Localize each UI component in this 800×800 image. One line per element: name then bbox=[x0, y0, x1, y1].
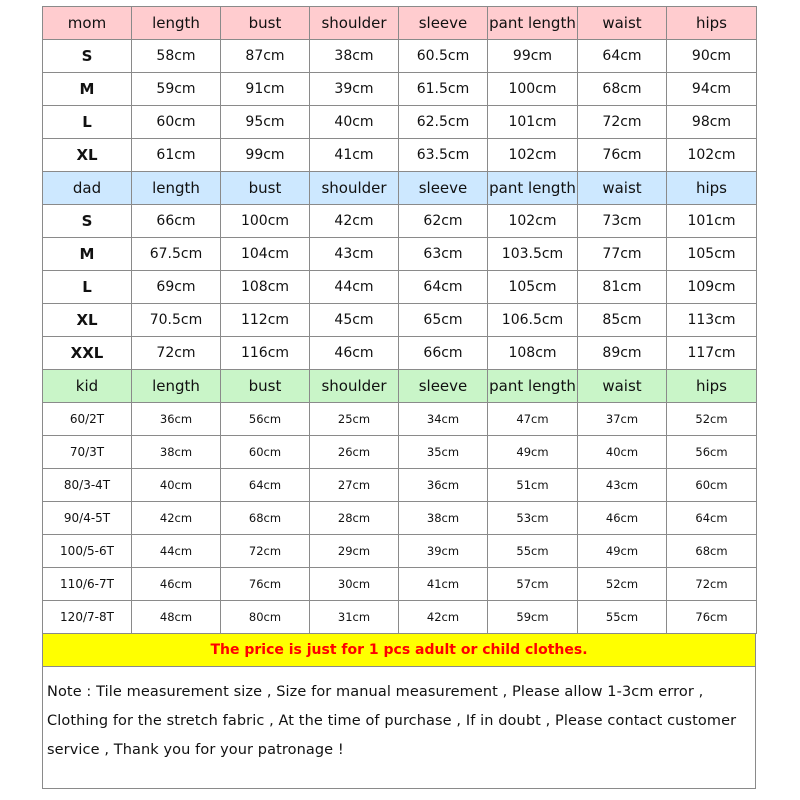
note-box bbox=[42, 667, 756, 789]
measurement-cell: 89cm bbox=[578, 337, 667, 370]
mom-header-row bbox=[43, 7, 757, 40]
measurement-cell: 55cm bbox=[488, 535, 578, 568]
measurement-cell: 51cm bbox=[488, 469, 578, 502]
measurement-cell: 38cm bbox=[399, 502, 488, 535]
size-label: L bbox=[43, 106, 132, 139]
dad-size-row bbox=[43, 205, 757, 238]
measurement-cell: 81cm bbox=[578, 271, 667, 304]
measurement-cell: 39cm bbox=[399, 535, 488, 568]
column-header: sleeve bbox=[399, 370, 488, 403]
measurement-cell: 91cm bbox=[221, 73, 310, 106]
measurement-cell: 53cm bbox=[488, 502, 578, 535]
measurement-cell: 76cm bbox=[667, 601, 757, 634]
dad-header-row bbox=[43, 172, 757, 205]
column-header: length bbox=[132, 172, 221, 205]
measurement-cell: 60cm bbox=[221, 436, 310, 469]
measurement-cell: 108cm bbox=[488, 337, 578, 370]
measurement-cell: 64cm bbox=[399, 271, 488, 304]
dad-size-row bbox=[43, 271, 757, 304]
measurement-cell: 26cm bbox=[310, 436, 399, 469]
measurement-cell: 25cm bbox=[310, 403, 399, 436]
dad-section-label: dad bbox=[43, 172, 132, 205]
measurement-cell: 100cm bbox=[221, 205, 310, 238]
measurement-cell: 56cm bbox=[667, 436, 757, 469]
measurement-cell: 28cm bbox=[310, 502, 399, 535]
price-banner bbox=[42, 634, 756, 667]
measurement-cell: 76cm bbox=[578, 139, 667, 172]
measurement-cell: 46cm bbox=[132, 568, 221, 601]
measurement-cell: 42cm bbox=[132, 502, 221, 535]
kid-size-row bbox=[43, 535, 757, 568]
measurement-cell: 105cm bbox=[488, 271, 578, 304]
measurement-cell: 68cm bbox=[667, 535, 757, 568]
measurement-cell: 57cm bbox=[488, 568, 578, 601]
column-header: sleeve bbox=[399, 172, 488, 205]
measurement-cell: 72cm bbox=[667, 568, 757, 601]
size-chart bbox=[42, 6, 756, 789]
size-label: S bbox=[43, 40, 132, 73]
measurement-cell: 41cm bbox=[310, 139, 399, 172]
measurement-cell: 34cm bbox=[399, 403, 488, 436]
mom-size-row bbox=[43, 40, 757, 73]
measurement-cell: 42cm bbox=[399, 601, 488, 634]
note-line: Clothing for the stretch fabric , At the time of purchase , If in doubt , Please contact customer bbox=[47, 713, 737, 729]
measurement-cell: 52cm bbox=[667, 403, 757, 436]
measurement-cell: 66cm bbox=[399, 337, 488, 370]
measurement-cell: 113cm bbox=[667, 304, 757, 337]
price-banner-text: The price is just for 1 pcs adult or child clothes. bbox=[210, 642, 588, 658]
column-header: length bbox=[132, 7, 221, 40]
size-label: 60/2T bbox=[43, 403, 132, 436]
column-header: hips bbox=[667, 370, 757, 403]
measurement-cell: 63.5cm bbox=[399, 139, 488, 172]
measurement-cell: 43cm bbox=[310, 238, 399, 271]
size-label: 70/3T bbox=[43, 436, 132, 469]
size-label: S bbox=[43, 205, 132, 238]
measurement-cell: 64cm bbox=[221, 469, 310, 502]
measurement-cell: 73cm bbox=[578, 205, 667, 238]
measurement-cell: 38cm bbox=[310, 40, 399, 73]
measurement-cell: 36cm bbox=[399, 469, 488, 502]
measurement-cell: 35cm bbox=[399, 436, 488, 469]
measurement-cell: 55cm bbox=[578, 601, 667, 634]
measurement-cell: 102cm bbox=[488, 205, 578, 238]
measurement-cell: 105cm bbox=[667, 238, 757, 271]
measurement-cell: 40cm bbox=[578, 436, 667, 469]
measurement-cell: 112cm bbox=[221, 304, 310, 337]
measurement-cell: 64cm bbox=[667, 502, 757, 535]
measurement-cell: 41cm bbox=[399, 568, 488, 601]
measurement-cell: 46cm bbox=[310, 337, 399, 370]
measurement-cell: 31cm bbox=[310, 601, 399, 634]
measurement-cell: 72cm bbox=[221, 535, 310, 568]
measurement-cell: 102cm bbox=[667, 139, 757, 172]
measurement-cell: 60cm bbox=[132, 106, 221, 139]
column-header: hips bbox=[667, 7, 757, 40]
measurement-cell: 63cm bbox=[399, 238, 488, 271]
measurement-cell: 60.5cm bbox=[399, 40, 488, 73]
column-header: shoulder bbox=[310, 7, 399, 40]
size-label: 110/6-7T bbox=[43, 568, 132, 601]
column-header: waist bbox=[578, 370, 667, 403]
size-label: 90/4-5T bbox=[43, 502, 132, 535]
measurement-cell: 39cm bbox=[310, 73, 399, 106]
column-header: bust bbox=[221, 172, 310, 205]
measurement-cell: 58cm bbox=[132, 40, 221, 73]
measurement-cell: 30cm bbox=[310, 568, 399, 601]
measurement-cell: 49cm bbox=[578, 535, 667, 568]
measurement-cell: 67.5cm bbox=[132, 238, 221, 271]
measurement-cell: 98cm bbox=[667, 106, 757, 139]
measurement-cell: 27cm bbox=[310, 469, 399, 502]
size-table-body bbox=[43, 7, 757, 634]
column-header: waist bbox=[578, 172, 667, 205]
measurement-cell: 94cm bbox=[667, 73, 757, 106]
measurement-cell: 42cm bbox=[310, 205, 399, 238]
measurement-cell: 37cm bbox=[578, 403, 667, 436]
measurement-cell: 104cm bbox=[221, 238, 310, 271]
column-header: shoulder bbox=[310, 370, 399, 403]
measurement-cell: 44cm bbox=[132, 535, 221, 568]
kid-size-row bbox=[43, 568, 757, 601]
measurement-cell: 40cm bbox=[310, 106, 399, 139]
measurement-cell: 85cm bbox=[578, 304, 667, 337]
size-label: XL bbox=[43, 139, 132, 172]
kid-section-label: kid bbox=[43, 370, 132, 403]
kid-size-row bbox=[43, 502, 757, 535]
measurement-cell: 43cm bbox=[578, 469, 667, 502]
size-label: XXL bbox=[43, 337, 132, 370]
measurement-cell: 66cm bbox=[132, 205, 221, 238]
mom-size-row bbox=[43, 73, 757, 106]
measurement-cell: 69cm bbox=[132, 271, 221, 304]
column-header: length bbox=[132, 370, 221, 403]
kid-header-row bbox=[43, 370, 757, 403]
measurement-cell: 65cm bbox=[399, 304, 488, 337]
size-label: M bbox=[43, 238, 132, 271]
measurement-cell: 99cm bbox=[221, 139, 310, 172]
column-header: bust bbox=[221, 7, 310, 40]
measurement-cell: 64cm bbox=[578, 40, 667, 73]
column-header: waist bbox=[578, 7, 667, 40]
measurement-cell: 103.5cm bbox=[488, 238, 578, 271]
measurement-cell: 117cm bbox=[667, 337, 757, 370]
dad-size-row bbox=[43, 238, 757, 271]
measurement-cell: 106.5cm bbox=[488, 304, 578, 337]
measurement-cell: 60cm bbox=[667, 469, 757, 502]
measurement-cell: 77cm bbox=[578, 238, 667, 271]
column-header: pant length bbox=[488, 7, 578, 40]
note-line: service , Thank you for your patronage ! bbox=[47, 742, 344, 758]
measurement-cell: 36cm bbox=[132, 403, 221, 436]
measurement-cell: 70.5cm bbox=[132, 304, 221, 337]
measurement-cell: 101cm bbox=[488, 106, 578, 139]
measurement-cell: 59cm bbox=[488, 601, 578, 634]
measurement-cell: 68cm bbox=[221, 502, 310, 535]
dad-size-row bbox=[43, 304, 757, 337]
column-header: pant length bbox=[488, 172, 578, 205]
measurement-cell: 68cm bbox=[578, 73, 667, 106]
measurement-cell: 99cm bbox=[488, 40, 578, 73]
measurement-cell: 62.5cm bbox=[399, 106, 488, 139]
measurement-cell: 76cm bbox=[221, 568, 310, 601]
measurement-cell: 80cm bbox=[221, 601, 310, 634]
measurement-cell: 44cm bbox=[310, 271, 399, 304]
column-header: shoulder bbox=[310, 172, 399, 205]
mom-size-row bbox=[43, 139, 757, 172]
measurement-cell: 48cm bbox=[132, 601, 221, 634]
measurement-cell: 46cm bbox=[578, 502, 667, 535]
measurement-cell: 49cm bbox=[488, 436, 578, 469]
measurement-cell: 61.5cm bbox=[399, 73, 488, 106]
measurement-cell: 62cm bbox=[399, 205, 488, 238]
mom-section-label: mom bbox=[43, 7, 132, 40]
size-label: L bbox=[43, 271, 132, 304]
column-header: sleeve bbox=[399, 7, 488, 40]
measurement-cell: 29cm bbox=[310, 535, 399, 568]
size-label: M bbox=[43, 73, 132, 106]
measurement-cell: 56cm bbox=[221, 403, 310, 436]
measurement-cell: 52cm bbox=[578, 568, 667, 601]
measurement-cell: 87cm bbox=[221, 40, 310, 73]
kid-size-row bbox=[43, 403, 757, 436]
measurement-cell: 108cm bbox=[221, 271, 310, 304]
column-header: bust bbox=[221, 370, 310, 403]
measurement-cell: 72cm bbox=[132, 337, 221, 370]
measurement-cell: 72cm bbox=[578, 106, 667, 139]
size-table bbox=[42, 6, 757, 634]
measurement-cell: 45cm bbox=[310, 304, 399, 337]
measurement-cell: 38cm bbox=[132, 436, 221, 469]
measurement-cell: 47cm bbox=[488, 403, 578, 436]
measurement-cell: 59cm bbox=[132, 73, 221, 106]
kid-size-row bbox=[43, 469, 757, 502]
dad-size-row bbox=[43, 337, 757, 370]
measurement-cell: 109cm bbox=[667, 271, 757, 304]
measurement-cell: 101cm bbox=[667, 205, 757, 238]
measurement-cell: 61cm bbox=[132, 139, 221, 172]
measurement-cell: 102cm bbox=[488, 139, 578, 172]
measurement-cell: 40cm bbox=[132, 469, 221, 502]
kid-size-row bbox=[43, 601, 757, 634]
measurement-cell: 95cm bbox=[221, 106, 310, 139]
note-line: Note : Tile measurement size , Size for manual measurement , Please allow 1-3cm error , bbox=[47, 684, 704, 700]
column-header: pant length bbox=[488, 370, 578, 403]
kid-size-row bbox=[43, 436, 757, 469]
measurement-cell: 90cm bbox=[667, 40, 757, 73]
column-header: hips bbox=[667, 172, 757, 205]
size-label: XL bbox=[43, 304, 132, 337]
size-label: 100/5-6T bbox=[43, 535, 132, 568]
measurement-cell: 116cm bbox=[221, 337, 310, 370]
size-label: 120/7-8T bbox=[43, 601, 132, 634]
size-label: 80/3-4T bbox=[43, 469, 132, 502]
measurement-cell: 100cm bbox=[488, 73, 578, 106]
mom-size-row bbox=[43, 106, 757, 139]
